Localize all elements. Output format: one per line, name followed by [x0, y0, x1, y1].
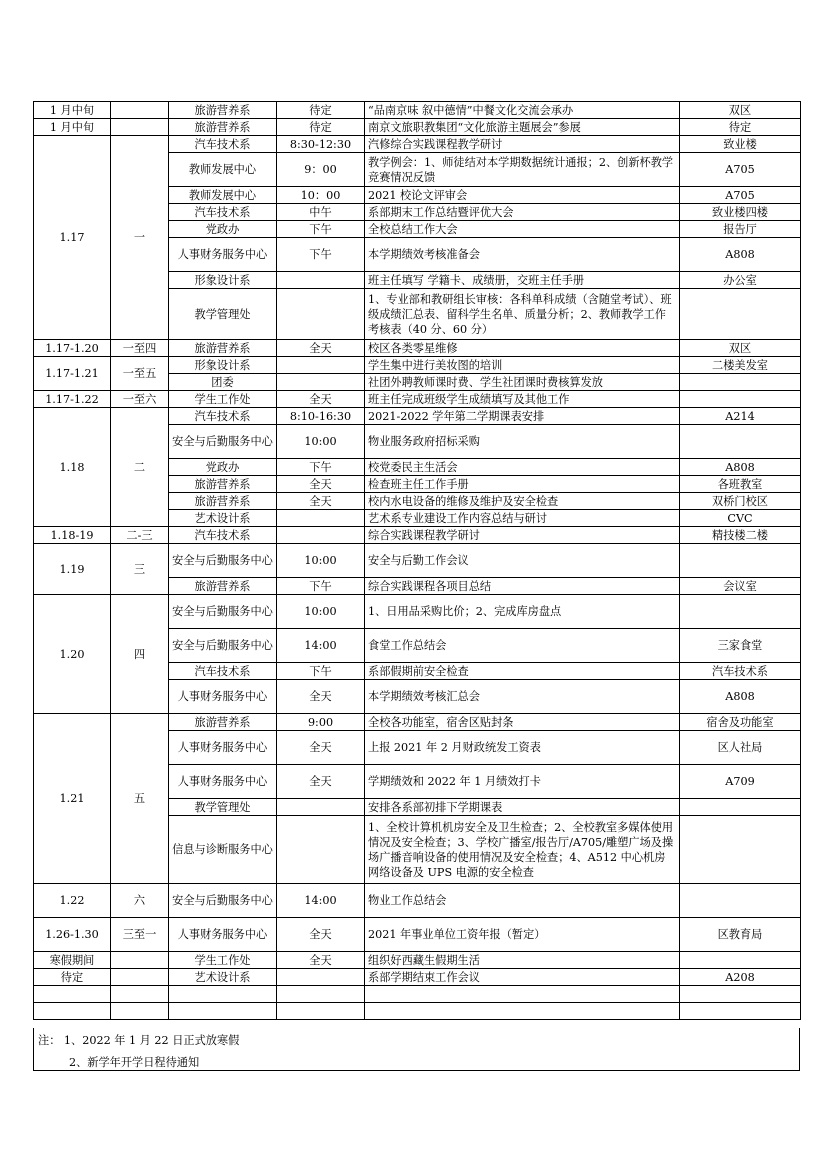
cell-content: 校区各类零星维修	[365, 340, 680, 357]
cell-place: 各班教室	[680, 476, 801, 493]
cell-content: 2021 校论文评审会	[365, 187, 680, 204]
cell-content: 学期绩效和 2022 年 1 月绩效打卡	[365, 765, 680, 799]
cell-content: 南京文旅职教集团“文化旅游主题展会”参展	[365, 119, 680, 136]
cell-department: 形象设计系	[169, 357, 277, 374]
cell-weekday: 三	[111, 544, 169, 595]
table-row	[34, 136, 801, 153]
cell-weekday: 三至一	[111, 918, 169, 952]
cell-weekday: 一	[111, 136, 169, 340]
cell-department: 人事财务服务中心	[169, 765, 277, 799]
cell-department: 人事财务服务中心	[169, 238, 277, 272]
cell-time: 8:30-12:30	[277, 136, 365, 153]
cell-time: 全天	[277, 765, 365, 799]
cell-department: 安全与后勤服务中心	[169, 884, 277, 918]
cell-time	[277, 289, 365, 340]
cell-content: 安全与后勤工作会议	[365, 544, 680, 578]
cell-place: 区教育局	[680, 918, 801, 952]
cell-time: 14:00	[277, 629, 365, 663]
table-row	[34, 544, 801, 578]
cell-content: 汽修综合实践课程教学研讨	[365, 136, 680, 153]
cell-content: 1、专业部和教研组长审核：各科单科成绩（含随堂考试）、班级成绩汇总表、留科学生名单、质量分析；2、教师教学工作考核表（40 分、60 分）	[365, 289, 680, 340]
cell-time: 全天	[277, 391, 365, 408]
cell-content: 社团外聘教师课时费、学生社团课时费核算发放	[365, 374, 680, 391]
cell-department: 安全与后勤服务中心	[169, 425, 277, 459]
cell-content: 全校各功能室，宿舍区贴封条	[365, 714, 680, 731]
cell-place	[680, 816, 801, 884]
table-row	[34, 408, 801, 425]
cell-weekday: 六	[111, 884, 169, 918]
table-row	[34, 595, 801, 629]
cell-date	[34, 986, 111, 1003]
cell-content	[365, 1003, 680, 1020]
table-row	[34, 918, 801, 952]
table-row	[34, 952, 801, 969]
cell-content: 系部学期结束工作会议	[365, 969, 680, 986]
cell-department: 汽车技术系	[169, 136, 277, 153]
cell-date: 1.17-1.20	[34, 340, 111, 357]
table-row	[34, 1003, 801, 1020]
cell-department	[169, 986, 277, 1003]
cell-department: 教学管理处	[169, 289, 277, 340]
cell-place: 待定	[680, 119, 801, 136]
cell-place: A705	[680, 153, 801, 187]
table-row	[34, 969, 801, 986]
cell-time: 下午	[277, 459, 365, 476]
table-row	[34, 884, 801, 918]
cell-content: 教学例会：1、师徒结对本学期数据统计通报；2、创新杯教学竞赛情况反馈	[365, 153, 680, 187]
cell-department: 团委	[169, 374, 277, 391]
cell-time: 10:00	[277, 544, 365, 578]
cell-place: 宿舍及功能室	[680, 714, 801, 731]
cell-time	[277, 799, 365, 816]
cell-place: A808	[680, 680, 801, 714]
cell-time	[277, 816, 365, 884]
cell-date: 1.20	[34, 595, 111, 714]
cell-weekday: 一至四	[111, 340, 169, 357]
cell-place	[680, 425, 801, 459]
cell-time: 下午	[277, 238, 365, 272]
cell-place	[680, 289, 801, 340]
table-row	[34, 986, 801, 1003]
cell-time: 全天	[277, 476, 365, 493]
cell-place: 双区	[680, 340, 801, 357]
cell-content: 2021 年事业单位工资年报（暂定）	[365, 918, 680, 952]
cell-date: 1.17-1.22	[34, 391, 111, 408]
cell-time	[277, 986, 365, 1003]
table-row	[34, 527, 801, 544]
cell-time: 中午	[277, 204, 365, 221]
cell-content: 组织好西藏生假期生活	[365, 952, 680, 969]
cell-content: 本学期绩效考核准备会	[365, 238, 680, 272]
cell-department: 人事财务服务中心	[169, 680, 277, 714]
cell-department: 教师发展中心	[169, 187, 277, 204]
cell-department: 教学管理处	[169, 799, 277, 816]
cell-department: 教师发展中心	[169, 153, 277, 187]
cell-time	[277, 374, 365, 391]
cell-department: 人事财务服务中心	[169, 918, 277, 952]
table-row	[34, 340, 801, 357]
cell-time: 9：00	[277, 153, 365, 187]
cell-date: 1.17-1.21	[34, 357, 111, 391]
cell-place: 双桥门校区	[680, 493, 801, 510]
cell-date: 1 月中旬	[34, 119, 111, 136]
cell-department: 安全与后勤服务中心	[169, 544, 277, 578]
cell-department: 旅游营养系	[169, 578, 277, 595]
cell-place	[680, 1003, 801, 1020]
cell-weekday: 二	[111, 408, 169, 527]
cell-content: 综合实践课程教学研讨	[365, 527, 680, 544]
cell-time: 待定	[277, 102, 365, 119]
cell-content: 班主任完成班级学生成绩填写及其他工作	[365, 391, 680, 408]
cell-time: 10:00	[277, 425, 365, 459]
cell-department: 艺术设计系	[169, 969, 277, 986]
cell-time: 下午	[277, 221, 365, 238]
cell-time	[277, 527, 365, 544]
cell-place: A208	[680, 969, 801, 986]
cell-department	[169, 1003, 277, 1020]
cell-time	[277, 1003, 365, 1020]
cell-time: 14:00	[277, 884, 365, 918]
cell-place: 三家食堂	[680, 629, 801, 663]
cell-date: 1.26-1.30	[34, 918, 111, 952]
cell-department: 人事财务服务中心	[169, 731, 277, 765]
cell-department: 汽车技术系	[169, 408, 277, 425]
cell-place: A808	[680, 238, 801, 272]
schedule-table	[33, 101, 801, 1020]
cell-content: 系部期末工作总结暨评优大会	[365, 204, 680, 221]
cell-content: 校党委民主生活会	[365, 459, 680, 476]
cell-weekday: 五	[111, 714, 169, 884]
cell-department: 旅游营养系	[169, 493, 277, 510]
cell-time: 待定	[277, 119, 365, 136]
cell-content: 班主任填写 学籍卡、成绩册，交班主任手册	[365, 272, 680, 289]
cell-time: 全天	[277, 918, 365, 952]
cell-time: 9:00	[277, 714, 365, 731]
cell-weekday: 一至五	[111, 357, 169, 391]
cell-place	[680, 799, 801, 816]
cell-date: 1.18	[34, 408, 111, 527]
cell-content: 学生集中进行美妆图的培训	[365, 357, 680, 374]
cell-content: 物业工作总结会	[365, 884, 680, 918]
cell-date: 1.22	[34, 884, 111, 918]
cell-department: 党政办	[169, 459, 277, 476]
cell-time: 10:00	[277, 595, 365, 629]
cell-content: 1、全校计算机机房安全及卫生检查；2、全校教室多媒体使用情况及安全检查；3、学校广播室/报告厅/A705/雕塑广场及操场广播音响设备的使用情况及安全检查；4、A512 中心机房网络设备及 UPS 电源的安全检查	[365, 816, 680, 884]
notes-box	[33, 1028, 800, 1071]
cell-time	[277, 357, 365, 374]
cell-place: 双区	[680, 102, 801, 119]
cell-department: 形象设计系	[169, 272, 277, 289]
cell-place: CVC	[680, 510, 801, 527]
cell-place: 致业楼四楼	[680, 204, 801, 221]
cell-content: 全校总结工作大会	[365, 221, 680, 238]
cell-date: 待定	[34, 969, 111, 986]
cell-weekday	[111, 952, 169, 969]
cell-department: 艺术设计系	[169, 510, 277, 527]
cell-content: 校内水电设备的维修及维护及安全检查	[365, 493, 680, 510]
cell-time	[277, 510, 365, 527]
cell-place: A214	[680, 408, 801, 425]
cell-weekday: 二-三	[111, 527, 169, 544]
cell-place: 会议室	[680, 578, 801, 595]
cell-time	[277, 272, 365, 289]
cell-time: 全天	[277, 731, 365, 765]
cell-weekday: 一至六	[111, 391, 169, 408]
cell-content: 系部假期前安全检查	[365, 663, 680, 680]
cell-place	[680, 544, 801, 578]
cell-department: 学生工作处	[169, 391, 277, 408]
cell-department: 信息与诊断服务中心	[169, 816, 277, 884]
cell-content: “品南京味 叙中德情”中餐文化交流会承办	[365, 102, 680, 119]
cell-time: 10：00	[277, 187, 365, 204]
cell-time: 下午	[277, 663, 365, 680]
cell-department: 旅游营养系	[169, 714, 277, 731]
cell-date: 1.18-19	[34, 527, 111, 544]
table-row	[34, 714, 801, 731]
table-row	[34, 357, 801, 374]
cell-time	[277, 969, 365, 986]
cell-department: 汽车技术系	[169, 663, 277, 680]
cell-time: 8:10-16:30	[277, 408, 365, 425]
cell-department: 旅游营养系	[169, 119, 277, 136]
cell-weekday	[111, 1003, 169, 1020]
cell-weekday	[111, 986, 169, 1003]
cell-time: 全天	[277, 680, 365, 714]
cell-department: 安全与后勤服务中心	[169, 629, 277, 663]
cell-date: 1 月中旬	[34, 102, 111, 119]
cell-content: 上报 2021 年 2 月财政统发工资表	[365, 731, 680, 765]
cell-content: 2021-2022 学年第二学期课表安排	[365, 408, 680, 425]
cell-weekday	[111, 119, 169, 136]
cell-time: 全天	[277, 952, 365, 969]
cell-place	[680, 391, 801, 408]
cell-content: 本学期绩效考核汇总会	[365, 680, 680, 714]
cell-department: 旅游营养系	[169, 476, 277, 493]
cell-place: A705	[680, 187, 801, 204]
cell-content: 食堂工作总结会	[365, 629, 680, 663]
cell-department: 学生工作处	[169, 952, 277, 969]
cell-department: 安全与后勤服务中心	[169, 595, 277, 629]
cell-date: 1.17	[34, 136, 111, 340]
cell-place: 精技楼二楼	[680, 527, 801, 544]
cell-place: 致业楼	[680, 136, 801, 153]
cell-time: 下午	[277, 578, 365, 595]
cell-content: 物业服务政府招标采购	[365, 425, 680, 459]
cell-time: 全天	[277, 340, 365, 357]
cell-place	[680, 884, 801, 918]
cell-place: 二楼美发室	[680, 357, 801, 374]
cell-date	[34, 1003, 111, 1020]
cell-department: 旅游营养系	[169, 102, 277, 119]
cell-date: 寒假期间	[34, 952, 111, 969]
cell-content: 艺术系专业建设工作内容总结与研讨	[365, 510, 680, 527]
cell-content	[365, 986, 680, 1003]
cell-content: 1、日用品采购比价；2、完成库房盘点	[365, 595, 680, 629]
cell-place: 区人社局	[680, 731, 801, 765]
note-line-1: 注： 1、2022 年 1 月 22 日正式放寒假	[38, 1034, 240, 1047]
table-row	[34, 102, 801, 119]
cell-place	[680, 952, 801, 969]
cell-date: 1.21	[34, 714, 111, 884]
cell-content: 安排各系部初排下学期课表	[365, 799, 680, 816]
table-row	[34, 391, 801, 408]
cell-content: 检查班主任工作手册	[365, 476, 680, 493]
schedule-body	[34, 102, 801, 1020]
cell-place: A709	[680, 765, 801, 799]
cell-place: 报告厅	[680, 221, 801, 238]
cell-content: 综合实践课程各项目总结	[365, 578, 680, 595]
note-line-2: 2、新学年开学日程待通知	[69, 1056, 200, 1069]
cell-weekday: 四	[111, 595, 169, 714]
cell-place	[680, 986, 801, 1003]
cell-place: 办公室	[680, 272, 801, 289]
table-row	[34, 119, 801, 136]
cell-department: 汽车技术系	[169, 204, 277, 221]
cell-department: 汽车技术系	[169, 527, 277, 544]
cell-place: A808	[680, 459, 801, 476]
cell-place	[680, 595, 801, 629]
cell-weekday	[111, 969, 169, 986]
cell-date: 1.19	[34, 544, 111, 595]
cell-place	[680, 374, 801, 391]
cell-department: 党政办	[169, 221, 277, 238]
cell-place: 汽车技术系	[680, 663, 801, 680]
cell-department: 旅游营养系	[169, 340, 277, 357]
cell-weekday	[111, 102, 169, 119]
cell-time: 全天	[277, 493, 365, 510]
